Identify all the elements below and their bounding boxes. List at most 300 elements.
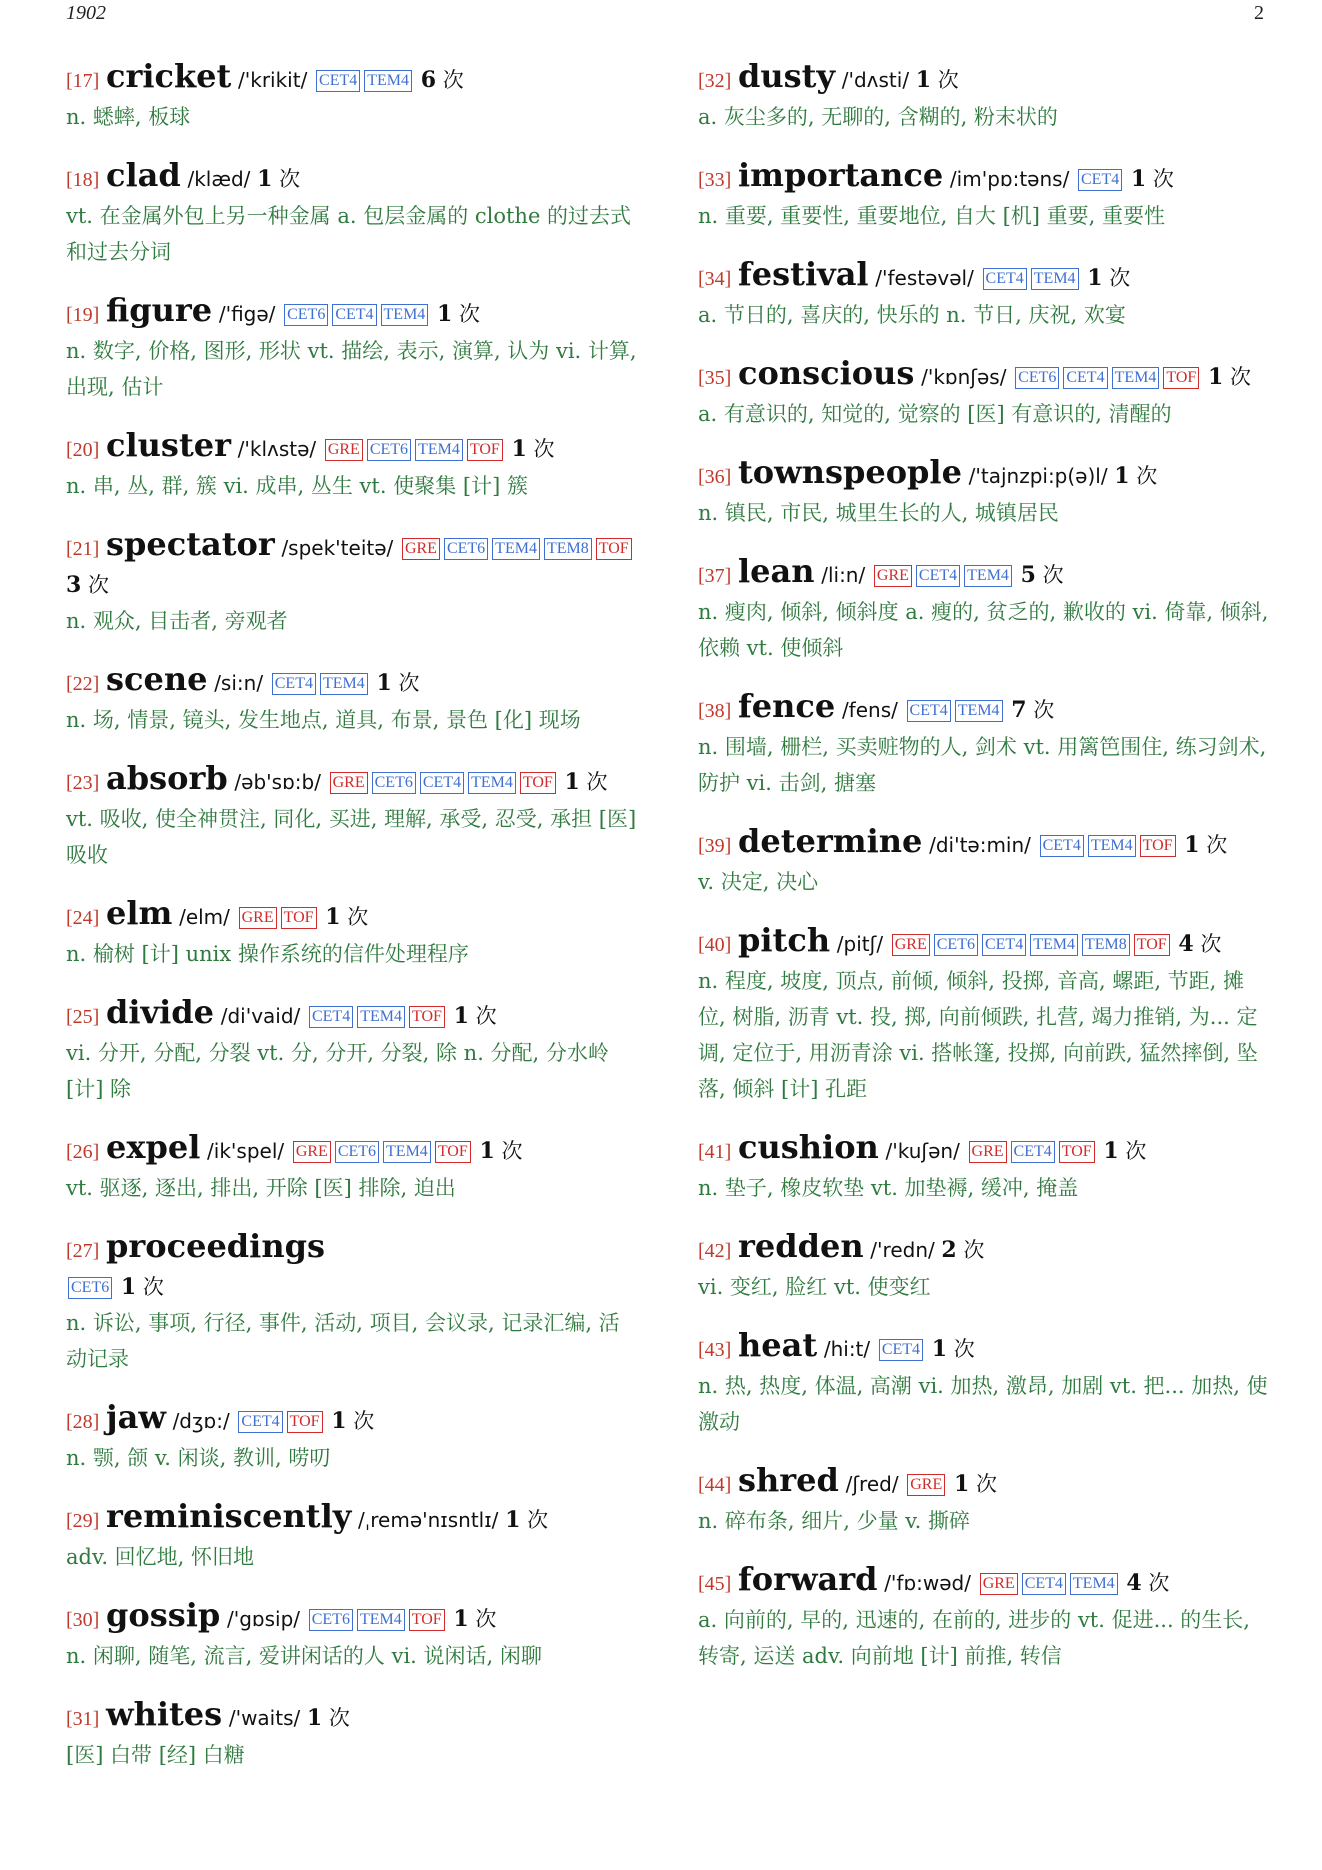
frequency-unit: 次 — [88, 573, 109, 597]
entry-number: [38] — [698, 700, 732, 722]
exam-tag-badge: TEM8 — [544, 538, 592, 560]
vocab-entry — [698, 553, 1270, 666]
exam-tag-badge: TOF — [1059, 1141, 1095, 1163]
vocab-entry — [698, 58, 1270, 135]
exam-tag-badge: CET4 — [238, 1411, 282, 1433]
exam-tag-badge: CET6 — [335, 1141, 379, 1163]
frequency-unit: 次 — [1125, 1139, 1147, 1163]
entry-word: heat — [738, 1326, 818, 1364]
frequency-count — [505, 1508, 548, 1532]
frequency-value: 6 — [420, 67, 437, 93]
vocab-entry — [698, 1462, 1270, 1539]
exam-tag-badge: CET4 — [1078, 169, 1122, 191]
frequency-unit: 次 — [1042, 563, 1064, 587]
exam-tag-badge: TOF — [467, 439, 503, 461]
entry-number: [43] — [698, 1339, 732, 1361]
entry-pronunciation: /pitʃ/ — [836, 932, 884, 956]
frequency-count — [325, 905, 368, 929]
entry-pronunciation: /'figə/ — [218, 302, 276, 326]
frequency-value: 1 — [1184, 832, 1200, 858]
frequency-value: 1 — [306, 1705, 323, 1731]
exam-tag-badge: TEM4 — [955, 700, 1003, 722]
frequency-value: 1 — [1207, 364, 1224, 390]
entry-word: determine — [738, 822, 923, 860]
exam-tag-badge: CET4 — [982, 934, 1026, 956]
frequency-value: 7 — [1011, 697, 1027, 723]
entry-headline — [66, 1129, 638, 1170]
entry-number: [31] — [66, 1708, 100, 1730]
entry-number: [42] — [698, 1240, 732, 1262]
entry-pronunciation: /spek'teitə/ — [281, 536, 394, 560]
frequency-unit: 次 — [1136, 464, 1158, 488]
entry-definition: n. 观众, 目击者, 旁观者 — [66, 609, 288, 633]
entry-definition: n. 垫子, 橡皮软垫 vt. 加垫褥, 缓冲, 掩盖 — [698, 1176, 1079, 1200]
entry-number: [30] — [66, 1609, 100, 1631]
entry-pronunciation: /'waits/ — [228, 1706, 301, 1730]
entry-definition: vt. 吸收, 使全神贯注, 同化, 买进, 理解, 承受, 忍受, 承担 [医] 吸收 — [66, 807, 637, 867]
frequency-count — [66, 573, 109, 597]
vocab-entry — [66, 292, 638, 405]
entry-definition: v. 决定, 决心 — [698, 870, 819, 894]
entry-definition: adv. 回忆地, 怀旧地 — [66, 1545, 255, 1569]
frequency-unit: 次 — [1200, 932, 1222, 956]
frequency-value: 1 — [437, 301, 453, 327]
entry-pronunciation: /'kɒnʃəs/ — [921, 365, 1007, 389]
entry-number: [33] — [698, 169, 732, 191]
frequency-count — [376, 671, 419, 695]
exam-tag-badge: TEM4 — [381, 304, 429, 326]
entry-word: whites — [106, 1695, 223, 1733]
entry-pronunciation: /di'tə:min/ — [929, 833, 1031, 857]
exam-tag-badge: GRE — [980, 1573, 1018, 1595]
vocab-entry — [66, 994, 638, 1107]
entry-word: absorb — [106, 759, 228, 797]
frequency-value: 1 — [376, 670, 392, 696]
frequency-value: 4 — [1178, 931, 1194, 957]
entry-number: [36] — [698, 466, 732, 488]
exam-tag-badge: CET6 — [284, 304, 328, 326]
entry-word: reminiscently — [106, 1497, 352, 1535]
exam-tag-badge: CET4 — [420, 772, 464, 794]
right-column — [698, 58, 1270, 1696]
vocab-entry — [698, 355, 1270, 432]
frequency-value: 1 — [953, 1471, 970, 1497]
exam-tag-badge: GRE — [293, 1141, 331, 1163]
entry-number: [26] — [66, 1141, 100, 1163]
entry-headline — [66, 895, 638, 936]
frequency-unit: 次 — [1148, 1571, 1170, 1595]
exam-tag-badge: TEM4 — [383, 1141, 431, 1163]
exam-tag-badge: CET6 — [1015, 367, 1059, 389]
entry-number: [20] — [66, 439, 100, 461]
frequency-count — [479, 1139, 522, 1163]
exam-tag-badge: CET4 — [983, 268, 1027, 290]
entry-number: [17] — [66, 70, 100, 92]
entry-definition: vi. 变红, 脸红 vt. 使变红 — [698, 1275, 931, 1299]
frequency-value: 1 — [453, 1606, 469, 1632]
header-year: 1902 — [66, 2, 106, 24]
entry-headline — [698, 157, 1270, 198]
frequency-value: 1 — [1130, 166, 1147, 192]
frequency-count — [421, 68, 464, 92]
entry-word: cluster — [106, 426, 231, 464]
frequency-unit: 次 — [353, 1409, 375, 1433]
frequency-value: 1 — [931, 1336, 948, 1362]
entry-word: fence — [738, 687, 836, 725]
frequency-value: 2 — [941, 1237, 957, 1263]
frequency-value: 1 — [453, 1003, 469, 1029]
left-column — [66, 58, 638, 1795]
exam-tag-badge: TEM4 — [468, 772, 516, 794]
exam-tag-badge: CET4 — [1011, 1141, 1055, 1163]
entry-headline — [66, 760, 638, 801]
frequency-value: 4 — [1126, 1570, 1142, 1596]
entry-headline — [66, 526, 638, 603]
entry-definition: n. 镇民, 市民, 城里生长的人, 城镇居民 — [698, 501, 1059, 525]
entry-headline — [698, 1462, 1270, 1503]
exam-tag-badge: TEM4 — [1031, 268, 1079, 290]
exam-tag-badge: GRE — [330, 772, 368, 794]
entry-definition: vt. 驱逐, 逐出, 排出, 开除 [医] 排除, 迫出 — [66, 1176, 456, 1200]
frequency-count — [1184, 833, 1227, 857]
entry-number: [37] — [698, 565, 732, 587]
entry-word: pitch — [738, 921, 831, 959]
vocab-entry — [66, 58, 638, 135]
frequency-value: 1 — [331, 1408, 347, 1434]
exam-tag-badge: CET4 — [879, 1339, 923, 1361]
entry-headline — [698, 1129, 1270, 1170]
frequency-unit: 次 — [527, 1508, 549, 1532]
frequency-count — [1178, 932, 1221, 956]
frequency-value: 1 — [1087, 265, 1103, 291]
entry-definition: n. 数字, 价格, 图形, 形状 vt. 描绘, 表示, 演算, 认为 vi. 计算, 出现, 估计 — [66, 339, 637, 399]
frequency-count — [307, 1706, 350, 1730]
entry-pronunciation: /hi:t/ — [823, 1337, 871, 1361]
frequency-unit: 次 — [1229, 365, 1251, 389]
entry-number: [45] — [698, 1573, 732, 1595]
frequency-count — [564, 770, 607, 794]
frequency-unit: 次 — [937, 68, 959, 92]
entry-number: [41] — [698, 1141, 732, 1163]
entry-pronunciation: /'fɒ:wəd/ — [884, 1571, 971, 1595]
entry-pronunciation: /ik'spel/ — [207, 1139, 285, 1163]
frequency-unit: 次 — [475, 1607, 497, 1631]
exam-tag-badge: TOF — [1134, 934, 1170, 956]
entry-definition: n. 重要, 重要性, 重要地位, 自大 [机] 重要, 重要性 — [698, 204, 1166, 228]
exam-tag-badge: TEM8 — [1082, 934, 1130, 956]
entry-headline — [698, 1561, 1270, 1602]
frequency-count — [1131, 167, 1174, 191]
frequency-value: 1 — [325, 904, 341, 930]
entry-word: shred — [738, 1461, 839, 1499]
entry-pronunciation: /elm/ — [179, 905, 230, 929]
entry-headline — [698, 688, 1270, 729]
exam-tag-badge: CET4 — [332, 304, 376, 326]
entry-word: figure — [106, 291, 213, 329]
frequency-value: 1 — [120, 1274, 137, 1300]
frequency-unit: 次 — [328, 1706, 350, 1730]
exam-tag-badge: TOF — [520, 772, 556, 794]
entry-word: festival — [738, 255, 869, 293]
frequency-unit: 次 — [442, 68, 464, 92]
entry-headline — [698, 355, 1270, 396]
entry-word: elm — [106, 894, 173, 932]
entry-headline — [698, 256, 1270, 297]
vocab-entry — [66, 427, 638, 504]
exam-tag-badge: TEM4 — [357, 1006, 405, 1028]
entry-word: conscious — [738, 354, 915, 392]
exam-tag-badge: TOF — [409, 1609, 445, 1631]
frequency-count — [916, 68, 959, 92]
exam-tag-badge: CET6 — [372, 772, 416, 794]
entry-pronunciation: /di'vaid/ — [220, 1004, 301, 1028]
vocab-entry — [698, 688, 1270, 801]
exam-tag-badge: CET4 — [272, 673, 316, 695]
exam-tag-badge: CET4 — [1063, 367, 1107, 389]
entry-definition: n. 颚, 颌 v. 闲谈, 教训, 唠叨 — [66, 1446, 331, 1470]
entry-headline — [698, 553, 1270, 594]
entry-word: spectator — [106, 525, 275, 563]
frequency-value: 1 — [564, 769, 580, 795]
entry-word: importance — [738, 156, 944, 194]
frequency-value: 5 — [1020, 562, 1036, 588]
entry-headline — [66, 661, 638, 702]
entry-pronunciation: /'krikit/ — [238, 68, 308, 92]
entry-headline — [698, 922, 1270, 963]
frequency-unit: 次 — [475, 1004, 497, 1028]
exam-tag-badge: GRE — [325, 439, 363, 461]
frequency-unit: 次 — [1206, 833, 1228, 857]
entry-number: [23] — [66, 772, 100, 794]
entry-number: [44] — [698, 1474, 732, 1496]
frequency-unit: 次 — [347, 905, 369, 929]
frequency-count — [1208, 365, 1251, 389]
exam-tag-badge: TEM4 — [1070, 1573, 1118, 1595]
entry-word: cricket — [106, 57, 232, 95]
entry-definition: [医] 白带 [经] 白糖 — [66, 1743, 245, 1767]
exam-tag-badge: CET4 — [916, 565, 960, 587]
exam-tag-badge: CET6 — [309, 1609, 353, 1631]
frequency-unit: 次 — [1109, 266, 1131, 290]
entry-pronunciation: /im'pɒ:təns/ — [949, 167, 1070, 191]
entry-headline — [66, 292, 638, 333]
entry-number: [32] — [698, 70, 732, 92]
frequency-count — [954, 1472, 997, 1496]
frequency-unit: 次 — [1033, 698, 1055, 722]
frequency-count — [941, 1238, 984, 1262]
frequency-count — [257, 167, 300, 191]
vocab-entry — [66, 661, 638, 738]
frequency-unit: 次 — [398, 671, 420, 695]
entry-definition: n. 串, 丛, 群, 簇 vi. 成串, 丛生 vt. 使聚集 [计] 簇 — [66, 474, 528, 498]
exam-tag-badge: GRE — [907, 1474, 945, 1496]
frequency-count — [1087, 266, 1130, 290]
vocab-entry — [698, 1327, 1270, 1440]
vocab-entry — [698, 922, 1270, 1107]
entry-headline — [698, 58, 1270, 99]
exam-tag-badge: TOF — [1140, 835, 1176, 857]
vocab-entry — [66, 1399, 638, 1476]
entry-number: [25] — [66, 1006, 100, 1028]
entry-definition: n. 碎布条, 细片, 少量 v. 撕碎 — [698, 1509, 970, 1533]
entry-headline — [698, 454, 1270, 495]
entry-pronunciation: /əb'sɒ:b/ — [234, 770, 321, 794]
entry-word: townspeople — [738, 453, 962, 491]
entry-headline — [698, 1228, 1270, 1269]
frequency-count — [453, 1607, 496, 1631]
exam-tag-badge: CET6 — [68, 1277, 112, 1299]
exam-tag-badge: TOF — [287, 1411, 323, 1433]
entry-definition: a. 有意识的, 知觉的, 觉察的 [医] 有意识的, 清醒的 — [698, 402, 1172, 426]
entry-word: proceedings — [106, 1227, 325, 1265]
entry-definition: n. 诉讼, 事项, 行径, 事件, 活动, 项目, 会议录, 记录汇编, 活动记录 — [66, 1311, 620, 1371]
exam-tag-badge: TEM4 — [357, 1609, 405, 1631]
frequency-unit: 次 — [963, 1238, 985, 1262]
vocab-entry — [66, 1498, 638, 1575]
frequency-unit: 次 — [975, 1472, 997, 1496]
frequency-unit: 次 — [953, 1337, 975, 1361]
exam-tag-badge: TOF — [1163, 367, 1199, 389]
frequency-unit: 次 — [142, 1275, 164, 1299]
vocab-entry — [66, 157, 638, 270]
vocab-entry — [66, 760, 638, 873]
frequency-count — [1103, 1139, 1146, 1163]
exam-tag-badge: CET4 — [316, 70, 360, 92]
frequency-value: 3 — [66, 572, 82, 598]
exam-tag-badge: GRE — [892, 934, 930, 956]
frequency-count — [454, 1004, 497, 1028]
vocab-entry — [698, 157, 1270, 234]
frequency-unit: 次 — [501, 1139, 523, 1163]
exam-tag-badge: CET6 — [444, 538, 488, 560]
vocab-entry — [698, 1129, 1270, 1206]
entry-headline — [66, 58, 638, 99]
exam-tag-badge: CET6 — [934, 934, 978, 956]
entry-word: jaw — [106, 1398, 166, 1436]
frequency-count — [511, 437, 554, 461]
exam-tag-badge: TEM4 — [364, 70, 412, 92]
entry-number: [28] — [66, 1411, 100, 1433]
exam-tag-badge: GRE — [402, 538, 440, 560]
exam-tag-badge: TEM4 — [1112, 367, 1160, 389]
entry-definition: n. 围墙, 栅栏, 买卖赃物的人, 剑术 vt. 用篱笆围住, 练习剑术, 防护 vi. 击剑, 搪塞 — [698, 735, 1267, 795]
entry-definition: n. 程度, 坡度, 顶点, 前倾, 倾斜, 投掷, 音高, 螺距, 节距, 摊位, 树脂, 沥青 vt. 投, 掷, 向前倾跌, 扎营, 竭力推销, 为... 定调, 定位于, 用沥青涂 vi. 搭帐篷, 投掷, 向前跌, 猛然摔倒, 坠落, 倾斜 [计] 孔距 — [698, 969, 1258, 1101]
frequency-value: 1 — [1103, 1138, 1119, 1164]
entry-number: [18] — [66, 169, 100, 191]
exam-tag-badge: TOF — [596, 538, 632, 560]
vocab-entry — [66, 1597, 638, 1674]
entry-pronunciation: /'gɒsip/ — [226, 1607, 301, 1631]
entry-number: [40] — [698, 934, 732, 956]
entry-pronunciation: /'dʌsti/ — [841, 68, 910, 92]
exam-tag-badge: TEM4 — [320, 673, 368, 695]
entry-number: [27] — [66, 1240, 100, 1262]
entry-word: forward — [738, 1560, 878, 1598]
entry-headline — [66, 1399, 638, 1440]
entry-word: lean — [738, 552, 815, 590]
vocab-entry — [66, 1696, 638, 1773]
entry-definition: vt. 在金属外包上另一种金属 a. 包层金属的 clothe 的过去式和过去分词 — [66, 204, 632, 264]
entry-number: [34] — [698, 268, 732, 290]
entry-pronunciation: /'festəvəl/ — [875, 266, 974, 290]
frequency-unit: 次 — [586, 770, 608, 794]
vocab-entry — [698, 256, 1270, 333]
exam-tag-badge: TEM4 — [964, 565, 1012, 587]
exam-tag-badge: TEM4 — [415, 439, 463, 461]
entry-definition: n. 蟋蟀, 板球 — [66, 105, 191, 129]
entry-number: [22] — [66, 673, 100, 695]
vocab-entry — [698, 1228, 1270, 1305]
exam-tag-badge: TEM4 — [1088, 835, 1136, 857]
frequency-value: 1 — [1114, 463, 1130, 489]
frequency-value: 1 — [505, 1507, 521, 1533]
frequency-count — [1114, 464, 1157, 488]
entry-pronunciation: /klæd/ — [187, 167, 251, 191]
entry-headline — [698, 1327, 1270, 1368]
entry-definition: n. 场, 情景, 镜头, 发生地点, 道具, 布景, 景色 [化] 现场 — [66, 708, 581, 732]
entry-definition: n. 热, 热度, 体温, 高潮 vi. 加热, 激昂, 加剧 vt. 把... 加热, 使激动 — [698, 1374, 1268, 1434]
entry-pronunciation: /fens/ — [841, 698, 898, 722]
entry-headline — [66, 1597, 638, 1638]
frequency-count — [437, 302, 480, 326]
entry-headline — [66, 994, 638, 1035]
entry-word: expel — [106, 1128, 201, 1166]
frequency-value: 1 — [257, 166, 273, 192]
vocab-entry — [698, 454, 1270, 531]
entry-headline — [66, 1228, 638, 1305]
entry-pronunciation: /'redn/ — [870, 1238, 935, 1262]
exam-tag-badge: GRE — [874, 565, 912, 587]
vocab-entry — [698, 1561, 1270, 1674]
entry-headline — [698, 823, 1270, 864]
frequency-count — [331, 1409, 374, 1433]
entry-headline — [66, 157, 638, 198]
exam-tag-badge: CET4 — [907, 700, 951, 722]
entry-definition: n. 瘦肉, 倾斜, 倾斜度 a. 瘦的, 贫乏的, 歉收的 vi. 倚靠, 倾斜, 依赖 vt. 使倾斜 — [698, 600, 1269, 660]
exam-tag-badge: TOF — [409, 1006, 445, 1028]
entry-number: [29] — [66, 1510, 100, 1532]
entry-definition: a. 向前的, 早的, 迅速的, 在前的, 进步的 vt. 促进... 的生长, 转寄, 运送 adv. 向前地 [计] 前推, 转信 — [698, 1608, 1250, 1668]
vocab-entry — [66, 895, 638, 972]
entry-word: clad — [106, 156, 181, 194]
entry-number: [21] — [66, 538, 100, 560]
frequency-count — [1126, 1571, 1169, 1595]
entry-number: [19] — [66, 304, 100, 326]
entry-number: [39] — [698, 835, 732, 857]
entry-word: divide — [106, 993, 215, 1031]
entry-number: [24] — [66, 907, 100, 929]
entry-definition: a. 灰尘多的, 无聊的, 含糊的, 粉末状的 — [698, 105, 1058, 129]
exam-tag-badge: CET4 — [1022, 1573, 1066, 1595]
exam-tag-badge: CET6 — [367, 439, 411, 461]
vocab-entry — [66, 526, 638, 639]
page-number: 2 — [1254, 2, 1264, 24]
exam-tag-badge: GRE — [239, 907, 277, 929]
exam-tag-badge: TEM4 — [1030, 934, 1078, 956]
entry-definition: n. 闲聊, 随笔, 流言, 爱讲闲话的人 vi. 说闲话, 闲聊 — [66, 1644, 542, 1668]
entry-word: gossip — [106, 1596, 221, 1634]
entry-pronunciation: /si:n/ — [214, 671, 264, 695]
vocab-entry — [66, 1129, 638, 1206]
exam-tag-badge: TOF — [281, 907, 317, 929]
frequency-unit: 次 — [279, 167, 301, 191]
exam-tag-badge: CET4 — [309, 1006, 353, 1028]
entry-headline — [66, 427, 638, 468]
entry-definition: vi. 分开, 分配, 分裂 vt. 分, 分开, 分裂, 除 n. 分配, 分水岭 [计] 除 — [66, 1041, 609, 1101]
vocab-entry — [698, 823, 1270, 900]
frequency-value: 1 — [915, 67, 932, 93]
vocab-entry — [66, 1228, 638, 1377]
